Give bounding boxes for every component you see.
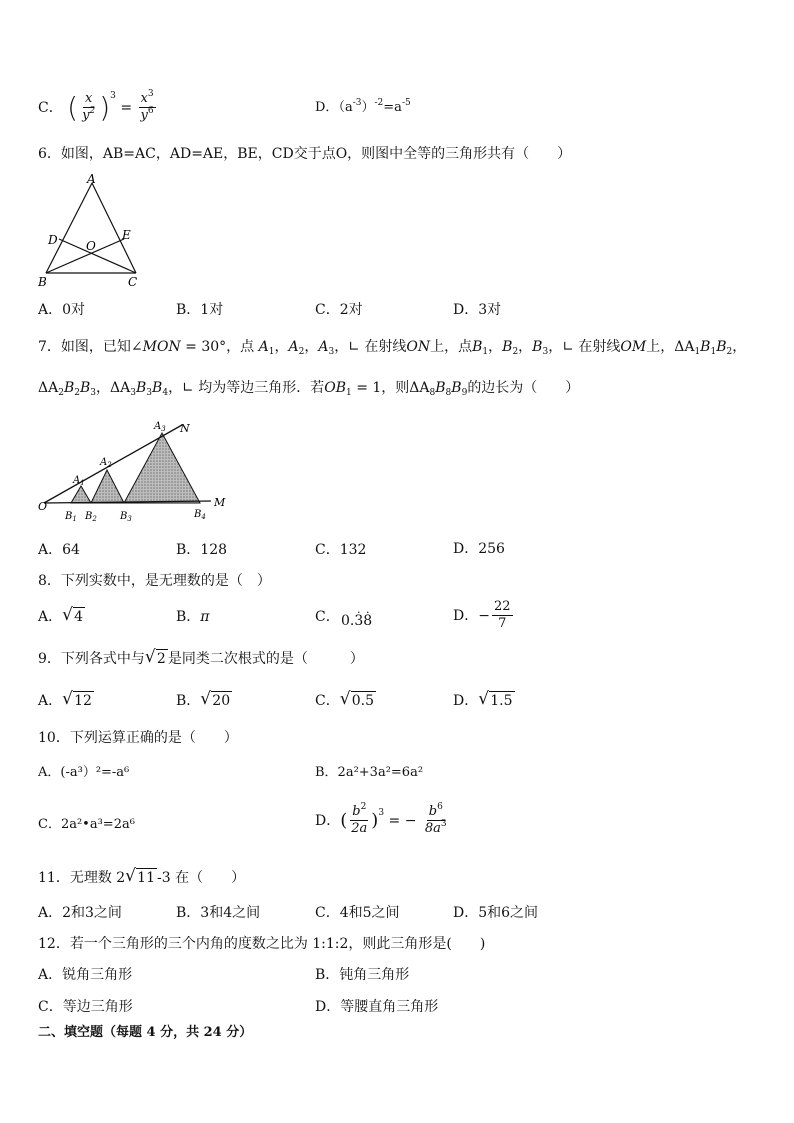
q7-option-a: A．64 xyxy=(38,542,80,558)
q7-label-b1: $B_1$ xyxy=(65,511,77,523)
q12-stem: 12．若一个三角形的三个内角的度数之比为 1:1:2，则此三角形是( ) xyxy=(38,936,486,952)
q7-label-a2: $A_2$ xyxy=(100,457,112,469)
q7-label-n: N xyxy=(180,422,190,435)
q8-option-a: A． √ 4 xyxy=(38,605,84,625)
q11-option-c: C．4和5之间 xyxy=(315,905,400,921)
q10-option-c: C．2a²•a³=2a⁶ xyxy=(38,817,135,832)
q7-label-b2: $B_2$ xyxy=(85,511,97,523)
section-2-title: 二、填空题（每题 4 分，共 24 分） xyxy=(38,1025,253,1040)
q7-label-b3: $B_3$ xyxy=(120,511,132,523)
q11-option-d: D．5和6之间 xyxy=(453,905,539,921)
q7-label-o: O xyxy=(38,500,48,513)
q6-option-d: D．3对 xyxy=(453,302,502,318)
q10-option-d: D．( $\frac{b^2}{2a}$ )$^3$ = − $\frac{b^6}{8a^3}$ xyxy=(315,802,447,837)
q11-option-a: A．2和3之间 xyxy=(38,905,122,921)
q6-label-e: E xyxy=(122,228,131,242)
q9-option-c: C． √ 0.5 xyxy=(315,689,374,709)
q7-stem-line2: $\Delta A_2B_2B_3$，$\Delta A_3B_3B_4$，∟ 均为等边三角形．若$OB_1 = 1$，则$\Delta A_8B_8B_9$的边长为（ ） xyxy=(38,380,580,398)
q9-option-d: D． √ 1.5 xyxy=(453,689,513,709)
q8-option-d: D．− $\frac{22}{7}$ xyxy=(453,599,511,632)
q7-option-b: B．128 xyxy=(176,542,228,558)
q7-label-m: M xyxy=(214,496,226,509)
q6-label-b: B xyxy=(38,275,47,289)
q6-label-a: A xyxy=(87,173,96,186)
q8-option-c: C． xyxy=(315,609,340,625)
q7-label-a1: $A_1$ xyxy=(73,475,85,487)
q6-label-c: C xyxy=(128,275,138,289)
q9-stem: 9．下列各式中与 √ 2 是同类二次根式的是（ ） xyxy=(38,647,364,667)
q6-option-b: B．1对 xyxy=(176,302,224,318)
q6-option-a: A．0对 xyxy=(38,302,86,318)
q12-option-d: D．等腰直角三角形 xyxy=(315,999,439,1015)
q9-option-a: A． √ 12 xyxy=(38,689,92,709)
q11-stem: 11．无理数 2 √ 11 -3 在（ ） xyxy=(38,866,246,886)
q5-option-d: D．$(a^{-3})^{-2}=a^{-5}$ xyxy=(315,98,411,115)
q7-option-d: D．256 xyxy=(453,541,505,557)
q5-option-c: C． ( $\frac{x}{y^2}$ )$^3$ = $\frac{x^3}{y^6}$ xyxy=(38,89,154,124)
q7-label-a3: $A_3$ xyxy=(154,421,166,433)
q12-option-b: B．钝角三角形 xyxy=(315,967,410,983)
q6-label-d: D xyxy=(48,233,58,247)
q12-option-c: C．等边三角形 xyxy=(38,999,133,1015)
q6-option-c: C．2对 xyxy=(315,302,363,318)
q7-equilateral-figure xyxy=(36,415,236,527)
q9-option-b: B． √ 20 xyxy=(176,689,231,709)
q10-option-a: A．(-a³）²=-a⁶ xyxy=(38,765,130,780)
q6-triangle-figure xyxy=(36,173,166,291)
q7-label-b4: $B_4$ xyxy=(194,509,206,521)
q6-label-o: O xyxy=(86,239,96,253)
q8-c-repeating-decimal: 0.38 . . xyxy=(341,603,373,629)
q8-option-b: B．π xyxy=(176,609,210,625)
q11-option-b: B．3和4之间 xyxy=(176,905,261,921)
q10-stem: 10．下列运算正确的是（ ） xyxy=(38,730,238,746)
q8-a-sqrt: √ 4 xyxy=(62,605,84,625)
q7-option-c: C．132 xyxy=(315,542,367,558)
q5-c-fraction: $\frac{x}{y^2}$ xyxy=(82,91,96,124)
q6-stem: 6．如图，AB=AC，AD=AE，BE，CD交于点O，则图中全等的三角形共有（ ） xyxy=(38,146,572,162)
q7-stem-line1: 7．如图，已知∠MON = 30°，点 $A_1$，$A_2$，$A_3$，∟ 在射线ON上，点$B_1$，$B_2$，$B_3$，∟ 在射线OM上，$\Delta A_1B_1B_2$， xyxy=(38,339,747,357)
q12-option-a: A．锐角三角形 xyxy=(38,967,133,983)
q8-d-fraction: $\frac{22}{7}$ xyxy=(493,599,511,632)
q5-c-result-fraction: $\frac{x^3}{y^6}$ xyxy=(140,89,154,124)
q10-option-b: B．2a²+3a²=6a² xyxy=(315,765,424,780)
q8-stem: 8．下列实数中，是无理数的是（ ） xyxy=(38,573,271,589)
